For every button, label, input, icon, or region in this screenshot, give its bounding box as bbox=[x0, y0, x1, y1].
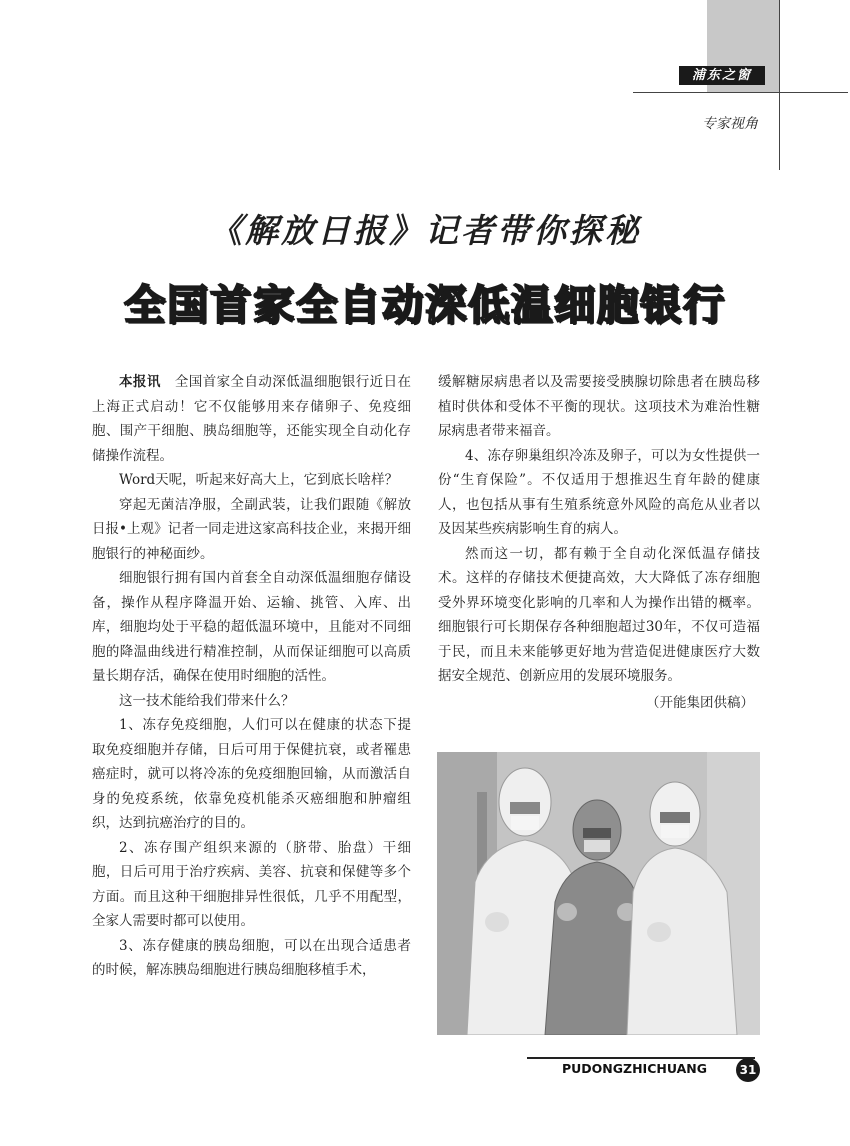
article-title-line1: 《解放日报》记者带你探秘 bbox=[209, 211, 641, 250]
lead-label: 本报讯 bbox=[119, 374, 161, 390]
footer-rule bbox=[527, 1057, 755, 1059]
article-paragraph bbox=[92, 370, 411, 468]
article-paragraph: 1、冻存免疫细胞，人们可以在健康的状态下提取免疫细胞并存储，日后可用于保健抗衰，或者罹患癌症时，就可以将冷冻的免疫细胞回输，从而激活自身的免疫系统，依靠免疫机能杀灭癌细胞和肿瘤组织，达到抗癌治疗的目的。 bbox=[92, 717, 411, 831]
article-paragraph: 然而这一切，都有赖于全自动化深低温存储技术。这样的存储技术便捷高效，大大降低了冻存细胞受外界环境变化影响的几率和人为操作出错的概率。细胞银行可长期保存各种细胞超过30年，不仅可造福于民，而且未来能够更好地为营造促进健康医疗大数据安全规范、创新应用的发展环境服务。 bbox=[438, 545, 760, 684]
article-column-right bbox=[438, 370, 760, 715]
article-paragraph: Word天呢，听起来好高大上，它到底长啥样？ bbox=[119, 472, 399, 488]
article-paragraph: 4、冻存卵巢组织冷冻及卵子，可以为女性提供一份“生育保险”。不仅适用于想推迟生育年龄的健康人，也包括从事有生殖系统意外风险的高危从业者以及因某些疾病影响生育的病人。 bbox=[438, 447, 760, 537]
article-paragraph: 3、冻存健康的胰岛细胞，可以在出现合适患者的时候，解冻胰岛细胞进行胰岛细胞移植手术， bbox=[92, 937, 411, 978]
column-label: 专家视角 bbox=[702, 116, 758, 132]
photo-illustration bbox=[437, 752, 760, 1035]
magazine-logo: 浦东之窗 bbox=[679, 66, 765, 85]
header-vertical-rule bbox=[779, 0, 780, 170]
article-column-left bbox=[92, 370, 411, 983]
article-paragraph: 细胞银行拥有国内首套全自动深低温细胞存储设备，操作从程序降温开始、运输、挑管、入库、出库，细胞均处于平稳的超低温环境中，且能对不同细胞的降温曲线进行精准控制，从而保证细胞可以高质量长期存活，确保在使用时细胞的活性。 bbox=[92, 570, 411, 684]
article-paragraph: 缓解糖尿病患者以及需要接受胰腺切除患者在胰岛移植时供体和受体不平衡的现状。这项技术为难治性糖尿病患者带来福音。 bbox=[438, 374, 760, 439]
article-title-line2: 全国首家全自动深低温细胞银行 bbox=[124, 281, 726, 329]
page-number: 31 bbox=[736, 1058, 760, 1082]
article-paragraph: 这一技术能给我们带来什么？ bbox=[119, 692, 295, 709]
article-photo bbox=[437, 752, 760, 1035]
paragraph-text: 全国首家全自动深低温细胞银行近日在上海正式启动！它不仅能够用来存储卵子、免疫细胞、围产干细胞、胰岛细胞等，还能实现全自动化存储操作流程。 bbox=[92, 374, 412, 464]
article-paragraph: 2、冻存围产组织来源的（脐带、胎盘）干细胞，日后可用于治疗疾病、美容、抗衰和保健等多个方面。而且这种干细胞排异性很低，几乎不用配型，全家人需要时都可以使用。 bbox=[92, 839, 411, 929]
article-credit: （开能集团供稿） bbox=[646, 694, 754, 711]
header-horizontal-rule bbox=[633, 92, 848, 93]
article-paragraph: 穿起无菌洁净服，全副武装，让我们跟随《解放日报•上观》记者一同走进这家高科技企业，来揭开细胞银行的神秘面纱。 bbox=[92, 496, 411, 562]
footer-brand: PUDONGZHICHUANG bbox=[561, 1061, 707, 1076]
